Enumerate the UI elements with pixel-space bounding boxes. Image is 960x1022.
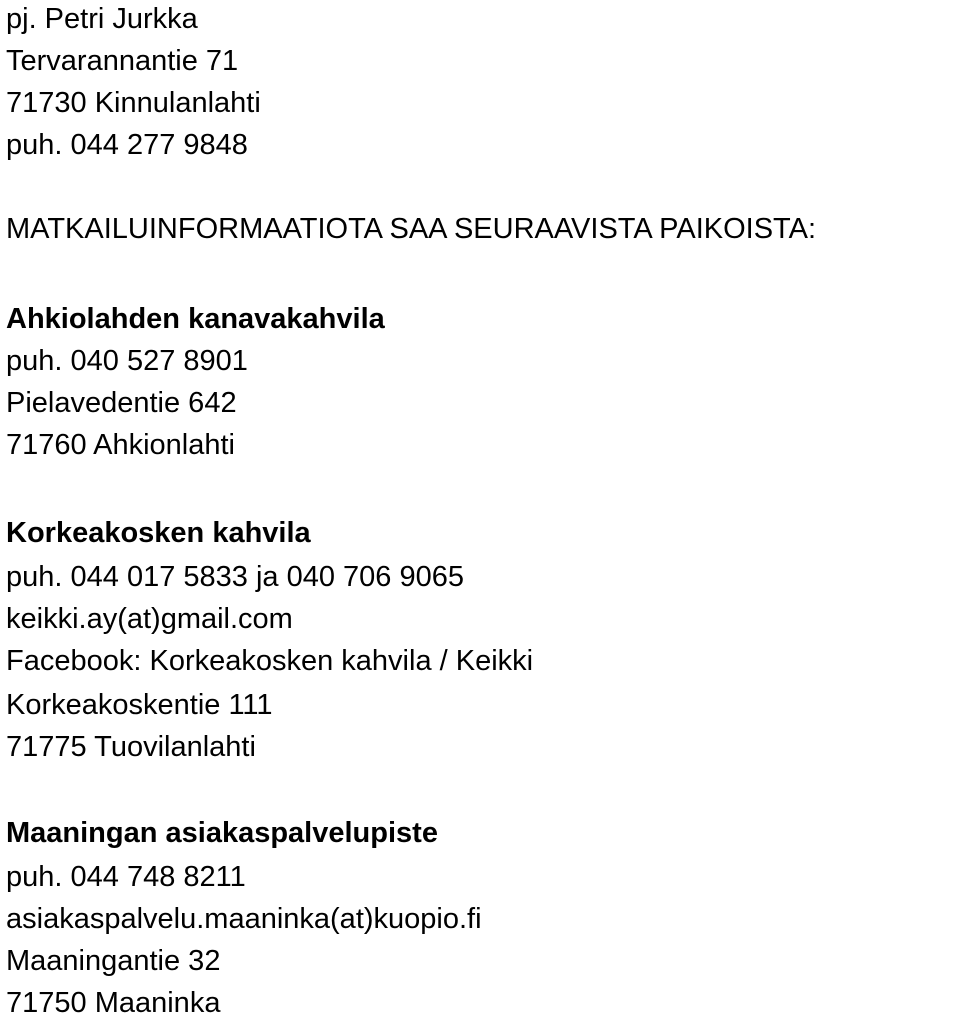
location-phone: puh. 040 527 8901 (6, 345, 248, 377)
section-heading: MATKAILUINFORMAATIOTA SAA SEURAAVISTA PAIKOISTA: (6, 213, 817, 245)
location-name-ahkiolahti: Ahkiolahden kanavakahvila (6, 303, 385, 335)
location-facebook: Facebook: Korkeakosken kahvila / Keikki (6, 645, 534, 677)
location-email: asiakaspalvelu.maaninka(at)kuopio.fi (6, 903, 482, 935)
location-postal: 71775 Tuovilanlahti (6, 731, 256, 763)
location-phone: puh. 044 748 8211 (6, 861, 246, 893)
contact-phone: puh. 044 277 9848 (6, 129, 248, 161)
contact-street: Tervarannantie 71 (6, 45, 239, 77)
location-phone: puh. 044 017 5833 ja 040 706 9065 (6, 561, 464, 593)
location-postal: 71760 Ahkionlahti (6, 429, 235, 461)
location-street: Korkeakoskentie 111 (6, 689, 273, 721)
location-name-maaninka: Maaningan asiakaspalvelupiste (6, 817, 438, 849)
location-email: keikki.ay(at)gmail.com (6, 603, 293, 635)
location-street: Maaningantie 32 (6, 945, 221, 977)
location-postal: 71750 Maaninka (6, 987, 221, 1019)
location-street: Pielavedentie 642 (6, 387, 237, 419)
contact-name: pj. Petri Jurkka (6, 3, 198, 35)
location-name-korkeakoski: Korkeakosken kahvila (6, 517, 311, 549)
contact-postal: 71730 Kinnulanlahti (6, 87, 261, 119)
